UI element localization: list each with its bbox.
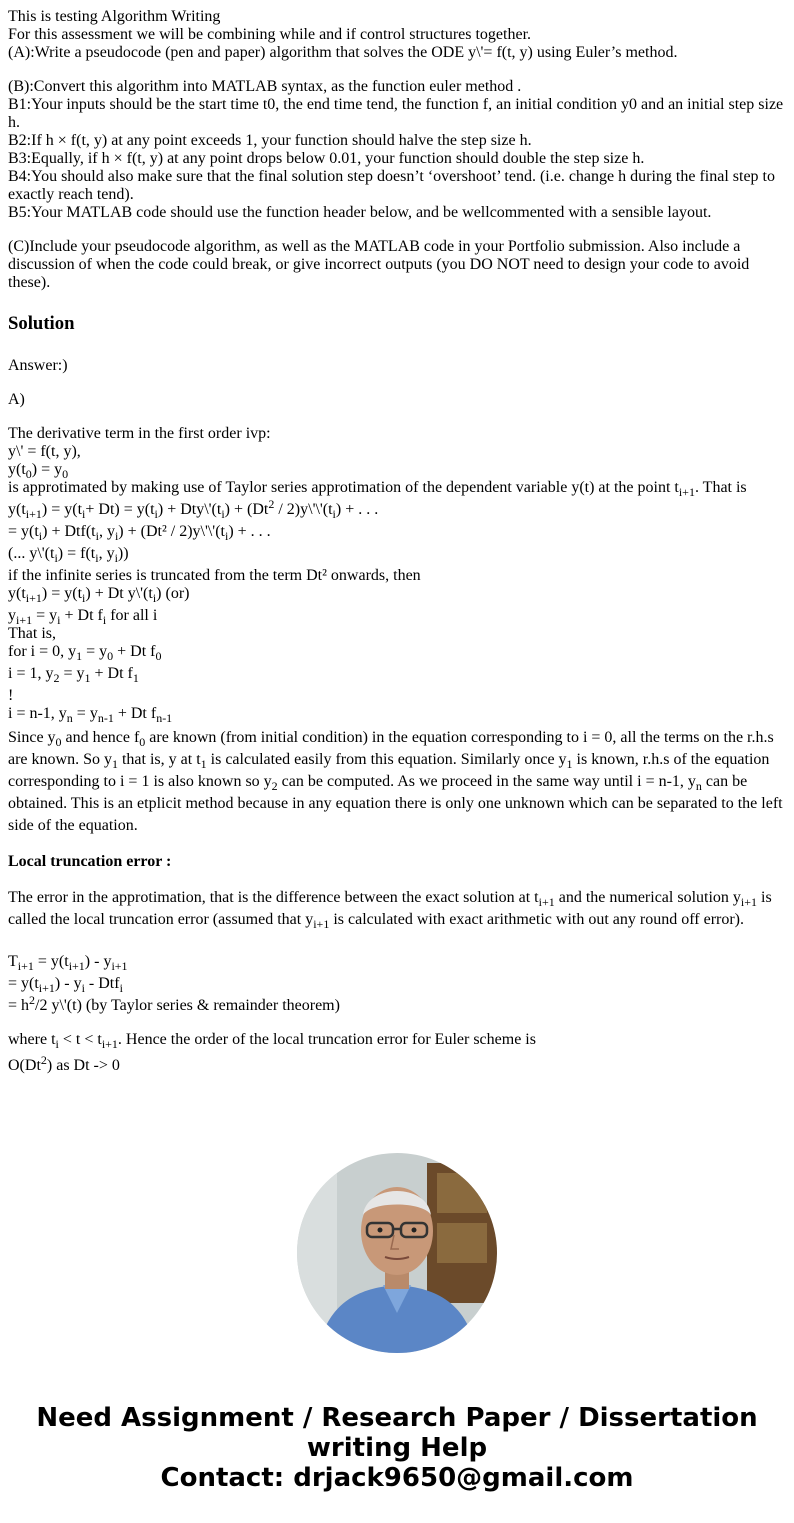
requirement-b4: B4:You should also make sure that the final solution step doesn’t ‘overshoot’ tend. (i.e. change h during the final step to exactly reach tend). [8, 168, 775, 203]
footer-line-1: Need Assignment / Research Paper / Dissertation [36, 1403, 758, 1433]
eq-ode: y\' = f(t, y), [8, 443, 81, 460]
ltr-big-o: O(Dt$^2$) as Dt -> 0 [8, 1053, 120, 1074]
eq-step-n: i = n-1, $y_n = y_{n-1} + Dt$ $f_{n-1}$ [8, 705, 173, 725]
answer-label: Answer:) [8, 357, 68, 374]
solution-heading: Solution [8, 313, 75, 334]
eq-taylor-1: $y(t_{i+1}) = y(t_i+ Dt) = y(t_i)$ + $Dty\backslash'(t_i) + (Dt^2$ / $2)y\backslash'\backslash'(t_i)$ + . . . [8, 497, 379, 521]
question-block [8, 8, 786, 62]
question-part-b-block [8, 78, 786, 222]
eq-ltr-2: = $y(t_{i+1}) - y_i - Dtf_i$ [8, 975, 123, 995]
footer-contact: Contact: drjack9650@gmail.com [160, 1463, 634, 1493]
question-part-c: (C)Include your pseudocode algorithm, as well as the MATLAB code in your Portfolio submission. Also include a discussion of when the code could break, or give incorrect outputs (you DO NOT need to design your code to avoid these). [8, 238, 750, 291]
truncation-note: if the infinite series is truncated from the term Dt² onwards, then [8, 567, 421, 584]
question-part-b: (B):Convert this algorithm into MATLAB syntax, as the function euler method . [8, 78, 522, 95]
eq-step-0: for i = 0, $y_1 = y_0 + Dt$ $f_0$ [8, 643, 162, 663]
document [8, 8, 786, 1075]
eq-euler-2: $y_{i+1} = y_i + Dt$ $f_i$ for all i [8, 607, 158, 627]
that-is: That is, [8, 625, 56, 642]
ltr-order: where $t_i < t < t_{i+1}$. Hence the order of the local truncation error for Euler scheme is [8, 1031, 536, 1051]
requirement-b3: B3:Equally, if h × f(t, y) at any point drops below 0.01, your function should double the step size h. [8, 150, 645, 167]
eq-euler-1: $y(t_{i+1}) = y(t_i) + Dt$ $y\backslash'(t_i)$ (or) [8, 585, 190, 605]
derivation [8, 425, 786, 837]
avatar [297, 1153, 497, 1353]
question-part-a: (A):Write a pseudocode (pen and paper) algorithm that solves the ODE y\'= f(t, y) using Euler’s method. [8, 44, 678, 61]
footer-line-2: writing Help [306, 1433, 488, 1463]
ltr-heading: Local truncation error : [8, 853, 172, 870]
ltr-derivation [8, 953, 786, 1015]
eq-ellipsis: ! [8, 687, 14, 704]
requirement-b5: B5:Your MATLAB code should use the function header below, and be wellcommented with a sensible layout. [8, 204, 712, 221]
requirement-b2: B2:If h × f(t, y) at any point exceeds 1, your function should halve the step size h. [8, 132, 532, 149]
footer-banner [0, 1403, 794, 1493]
requirement-b1: B1:Your inputs should be the start time t0, the end time tend, the function f, an initial condition y0 and an initial step size h. [8, 96, 784, 131]
eq-initial: $y(t_0) = y_0$ [8, 461, 69, 481]
part-label: A) [8, 391, 25, 408]
eq-taylor-2: = $y(t_i) + Dtf(t_i$, $y_i) + (Dt^2$ / $2)y\backslash'\backslash'(t_i)$ + . . . [8, 523, 271, 543]
question-title: This is testing Algorithm Writing [8, 8, 221, 25]
eq-note: (... $y\backslash'(t_i) = f(t_i$, $y_i$)) [8, 545, 129, 565]
avatar-photo-icon [297, 1153, 497, 1353]
ltr-conclusion [8, 1031, 786, 1075]
explicit-explanation: Since $y_0$ and hence $f_0$ are known (from initial condition) in the equation corresponding to i = 0, all the terms on the r.h.s are known. So $y_1$ that is, y at $t_1$ is calculated easily from this equation. Similarly once $y_1$ is known, r.h.s of the equation corresponding to i = 1 is also known so $y_2$ can be computed. As we proceed in the same way until i = n-1, $y_n$ can be obtained. This is an etplicit method because in any equation there is only one unknown which can be separated to the left side of the equation. [8, 729, 783, 834]
eq-step-1: i = 1, $y_2 = y_1 + Dt$ $f_1$ [8, 665, 139, 685]
ltr-definition: The error in the approtimation, that is the difference between the exact solution at $t_{i+1}$ and the numerical solution $y_{i+1}$ is called the local truncation error (assumed that $y_{i+1}$ is calculated with exact arithmetic with out any round off error). [8, 889, 772, 931]
eq-ltr-3: = $h^2/2$ y\'(t) (by Taylor series & remainder theorem) [8, 993, 340, 1014]
question-intro: For this assessment we will be combining while and if control structures together. [8, 26, 532, 43]
eq-ltr-1: $T_{i+1} = y(t_{i+1}) - y_{i+1}$ [8, 953, 128, 973]
derivative-intro: The derivative term in the first order ivp: [8, 425, 271, 442]
taylor-intro: is approtimated by making use of Taylor series approtimation of the dependent variable y(t) at the point $t_{i+1}$. That is [8, 479, 747, 499]
